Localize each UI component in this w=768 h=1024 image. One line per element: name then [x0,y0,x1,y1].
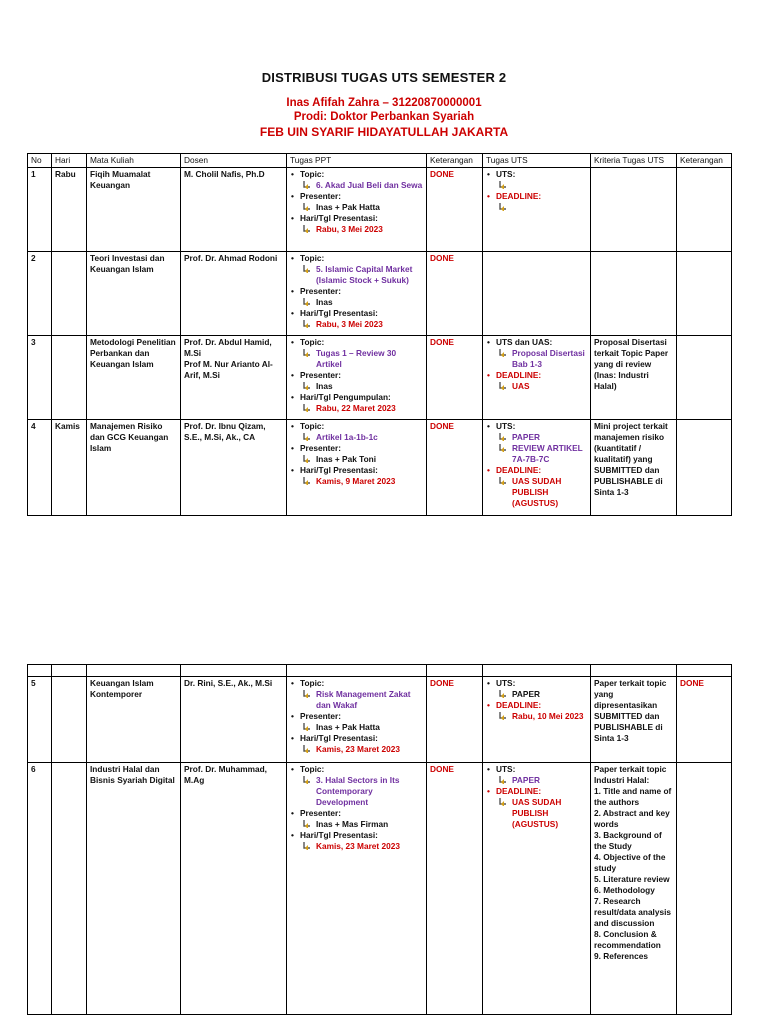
row-day [52,252,87,336]
ppt-presenter-value: Inas [290,297,423,308]
arrow-bullet-icon [499,181,507,189]
uts-item: PAPER [486,689,587,700]
deadline-label: • DEADLINE: [486,465,587,476]
deadline-label: • DEADLINE: [486,700,587,711]
ppt-topic-value: 6. Akad Jual Beli dan Sewa [290,180,423,191]
row-uts-task [483,677,591,763]
col-header-mata-kuliah: Mata Kuliah [87,154,181,168]
arrow-bullet-icon [499,203,507,211]
criteria-line: 5. Literature review [594,874,670,884]
row-number: 3 [28,336,52,420]
row-criteria: Paper terkait topic yang dipresentasikan SUBMITTED dan PUBLISHABLE di Sinta 1-3 [591,677,677,763]
table-row [28,763,732,1015]
row-number: 6 [28,763,52,1015]
col-header-tugas-uts: Tugas UTS [483,154,591,168]
criteria-line: 8. Conclusion & recommendation [594,929,661,950]
ppt-topic-label: • Topic: [290,678,423,689]
row-note-status: DONE [677,677,732,763]
ppt-topic-value: 5. Islamic Capital Market (Islamic Stock + Sukuk) [290,264,423,286]
ppt-topic-label: • Topic: [290,421,423,432]
status-badge: DONE [427,677,483,763]
ppt-date-value: Kamis, 23 Maret 2023 [290,744,423,755]
table-row [28,168,732,252]
deadline-item: UAS SUDAH PUBLISH (AGUSTUS) [486,476,587,509]
lecturer-2: Prof M. Nur Arianto Al-Arif, M.Si [184,359,273,380]
table-row [28,677,732,763]
status-badge: DONE [427,252,483,336]
ppt-presenter-label: • Presenter: [290,191,423,202]
status-badge: DONE [427,168,483,252]
row-day [52,677,87,763]
status-badge: DONE [427,336,483,420]
ppt-date-label: • Hari/Tgl Presentasi: [290,213,423,224]
row-day: Kamis [52,420,87,516]
row-number: 5 [28,677,52,763]
table-header-row-empty [28,665,732,677]
arrow-bullet-icon [303,776,311,784]
row-note [677,763,732,1015]
ppt-presenter-value: Inas + Pak Hatta [290,722,423,733]
assignment-table-page2 [27,664,732,1015]
criteria-line: 2. Abstract and key words [594,808,670,829]
student-name: Inas Afifah Zahra – 31220870000001 [286,97,482,109]
study-program: Prodi: Doktor Perbankan Syariah [293,111,475,123]
col-header-kriteria: Kriteria Tugas UTS [591,154,677,168]
ppt-topic-value: 3. Halal Sectors in Its Contemporary Development [290,775,423,808]
row-note [677,168,732,252]
ppt-presenter-label: • Presenter: [290,443,423,454]
uts-label: • UTS: [486,169,587,180]
arrow-bullet-icon [499,444,507,452]
row-uts-task [483,336,591,420]
row-uts-task [483,420,591,516]
arrow-bullet-icon [303,181,311,189]
ppt-date-value: Rabu, 3 Mei 2023 [290,319,423,330]
row-note [677,420,732,516]
criteria-line: 1. Title and name of the authors [594,786,672,807]
ppt-date-value: Kamis, 23 Maret 2023 [290,841,423,852]
row-day [52,763,87,1015]
row-course: Teori Investasi dan Keuangan Islam [87,252,181,336]
assignment-table-page1 [27,153,732,516]
arrow-bullet-icon [303,349,311,357]
uts-label: • UTS dan UAS: [486,337,587,348]
criteria-line: 7. Research result/data analysis and discussion [594,896,672,928]
row-uts-task [483,168,591,252]
row-ppt-task [287,677,427,763]
ppt-presenter-value: Inas + Pak Toni [290,454,423,465]
status-badge: DONE [427,763,483,1015]
col-header-keterangan-2: Keterangan [677,154,732,168]
row-course: Fiqih Muamalat Keuangan [87,168,181,252]
arrow-bullet-icon [303,320,311,328]
ppt-topic-label: • Topic: [290,253,423,264]
ppt-topic-label: • Topic: [290,764,423,775]
status-badge: DONE [427,420,483,516]
deadline-label: • DEADLINE: [486,191,587,202]
ppt-topic-value: Artikel 1a-1b-1c [290,432,423,443]
criteria-line: 4. Objective of the study [594,852,666,873]
document-title: DISTRIBUSI TUGAS UTS SEMESTER 2 [261,70,507,85]
row-lecturer: Prof. Dr. Ahmad Rodoni [181,252,287,336]
ppt-presenter-label: • Presenter: [290,711,423,722]
uts-label: • UTS: [486,764,587,775]
row-ppt-task [287,252,427,336]
arrow-bullet-icon [499,433,507,441]
ppt-date-value: Kamis, 9 Maret 2023 [290,476,423,487]
arrow-bullet-icon [303,298,311,306]
row-lecturer: Prof. Dr. Muhammad, M.Ag [181,763,287,1015]
col-header-keterangan: Keterangan [427,154,483,168]
row-criteria [591,168,677,252]
ppt-presenter-value: Inas + Mas Firman [290,819,423,830]
row-number: 1 [28,168,52,252]
arrow-bullet-icon [303,203,311,211]
table-header-row [28,154,732,168]
deadline-item: UAS [486,381,587,392]
row-course: Industri Halal dan Bisnis Syariah Digital [87,763,181,1015]
uts-empty-item [486,180,587,191]
uts-item-paper: PAPER [486,432,587,443]
arrow-bullet-icon [499,798,507,806]
row-criteria: Mini project terkait manajemen risiko (kuantitatif / kualitatif) yang SUBMITTED dan PUBLISHABLE di Sinta 1-3 [591,420,677,516]
lecturer-1: Prof. Dr. Abdul Hamid, M.Si [184,337,272,358]
ppt-presenter-label: • Presenter: [290,286,423,297]
row-note [677,252,732,336]
ppt-date-label: • Hari/Tgl Presentasi: [290,830,423,841]
arrow-bullet-icon [303,745,311,753]
arrow-bullet-icon [303,404,311,412]
ppt-topic-label: • Topic: [290,169,423,180]
row-uts-task [483,252,591,336]
arrow-bullet-icon [303,690,311,698]
deadline-label: • DEADLINE: [486,370,587,381]
uts-item: Proposal Disertasi Bab 1-3 [486,348,587,370]
row-number: 2 [28,252,52,336]
ppt-presenter-value: Inas [290,381,423,392]
ppt-topic-label: • Topic: [290,337,423,348]
arrow-bullet-icon [499,382,507,390]
col-header-dosen: Dosen [181,154,287,168]
row-criteria [591,763,677,1015]
arrow-bullet-icon [499,349,507,357]
row-ppt-task [287,420,427,516]
arrow-bullet-icon [499,477,507,485]
criteria-line: 9. References [594,951,648,961]
row-number: 4 [28,420,52,516]
row-ppt-task [287,336,427,420]
row-course: Metodologi Penelitian Perbankan dan Keuangan Islam [87,336,181,420]
arrow-bullet-icon [499,712,507,720]
col-header-tugas-ppt: Tugas PPT [287,154,427,168]
arrow-bullet-icon [499,776,507,784]
arrow-bullet-icon [499,690,507,698]
arrow-bullet-icon [303,723,311,731]
row-lecturer: Dr. Rini, S.E., Ak., M.Si [181,677,287,763]
ppt-presenter-label: • Presenter: [290,808,423,819]
criteria-line: 6. Methodology [594,885,655,895]
row-day [52,336,87,420]
ppt-topic-value: Tugas 1 – Review 30 Artikel [290,348,423,370]
row-ppt-task [287,168,427,252]
arrow-bullet-icon [303,477,311,485]
row-course: Keuangan Islam Kontemporer [87,677,181,763]
arrow-bullet-icon [303,842,311,850]
row-note [677,336,732,420]
deadline-item: UAS SUDAH PUBLISH (AGUSTUS) [486,797,587,830]
ppt-date-value: Rabu, 3 Mei 2023 [290,224,423,235]
row-criteria: Proposal Disertasi terkait Topic Paper yang di review (Inas: Industri Halal) [591,336,677,420]
row-lecturer: Prof. Dr. Ibnu Qizam, S.E., M.Si, Ak., CA [181,420,287,516]
ppt-presenter-value: Inas + Pak Hatta [290,202,423,213]
uts-item: PAPER [486,775,587,786]
table-row [28,336,732,420]
ppt-presenter-label: • Presenter: [290,370,423,381]
col-header-hari: Hari [52,154,87,168]
faculty-name: FEB UIN SYARIF HIDAYATULLAH JAKARTA [259,125,509,139]
row-uts-task [483,763,591,1015]
row-course: Manajemen Risiko dan GCG Keuangan Islam [87,420,181,516]
uts-label: • UTS: [486,421,587,432]
row-criteria [591,252,677,336]
ppt-date-label: • Hari/Tgl Presentasi: [290,465,423,476]
arrow-bullet-icon [303,265,311,273]
col-header-no: No [28,154,52,168]
criteria-line: 3. Background of the Study [594,830,662,851]
ppt-date-label: • Hari/Tgl Presentasi: [290,308,423,319]
table-row [28,420,732,516]
arrow-bullet-icon [303,382,311,390]
arrow-bullet-icon [303,225,311,233]
ppt-date-value: Rabu, 22 Maret 2023 [290,403,423,414]
ppt-date-label: • Hari/Tgl Pengumpulan: [290,392,423,403]
criteria-line: Paper terkait topic Industri Halal: [594,764,667,785]
deadline-empty-item [486,202,587,213]
ppt-date-label: • Hari/Tgl Presentasi: [290,733,423,744]
arrow-bullet-icon [303,820,311,828]
ppt-topic-value: Risk Management Zakat dan Wakaf [290,689,423,711]
deadline-label: • DEADLINE: [486,786,587,797]
deadline-item: Rabu, 10 Mei 2023 [486,711,587,722]
row-lecturer [181,336,287,420]
arrow-bullet-icon [303,433,311,441]
arrow-bullet-icon [303,455,311,463]
row-day: Rabu [52,168,87,252]
row-lecturer: M. Cholil Nafis, Ph.D [181,168,287,252]
row-ppt-task [287,763,427,1015]
uts-label: • UTS: [486,678,587,689]
uts-item-review: REVIEW ARTIKEL 7A-7B-7C [486,443,587,465]
table-row [28,252,732,336]
